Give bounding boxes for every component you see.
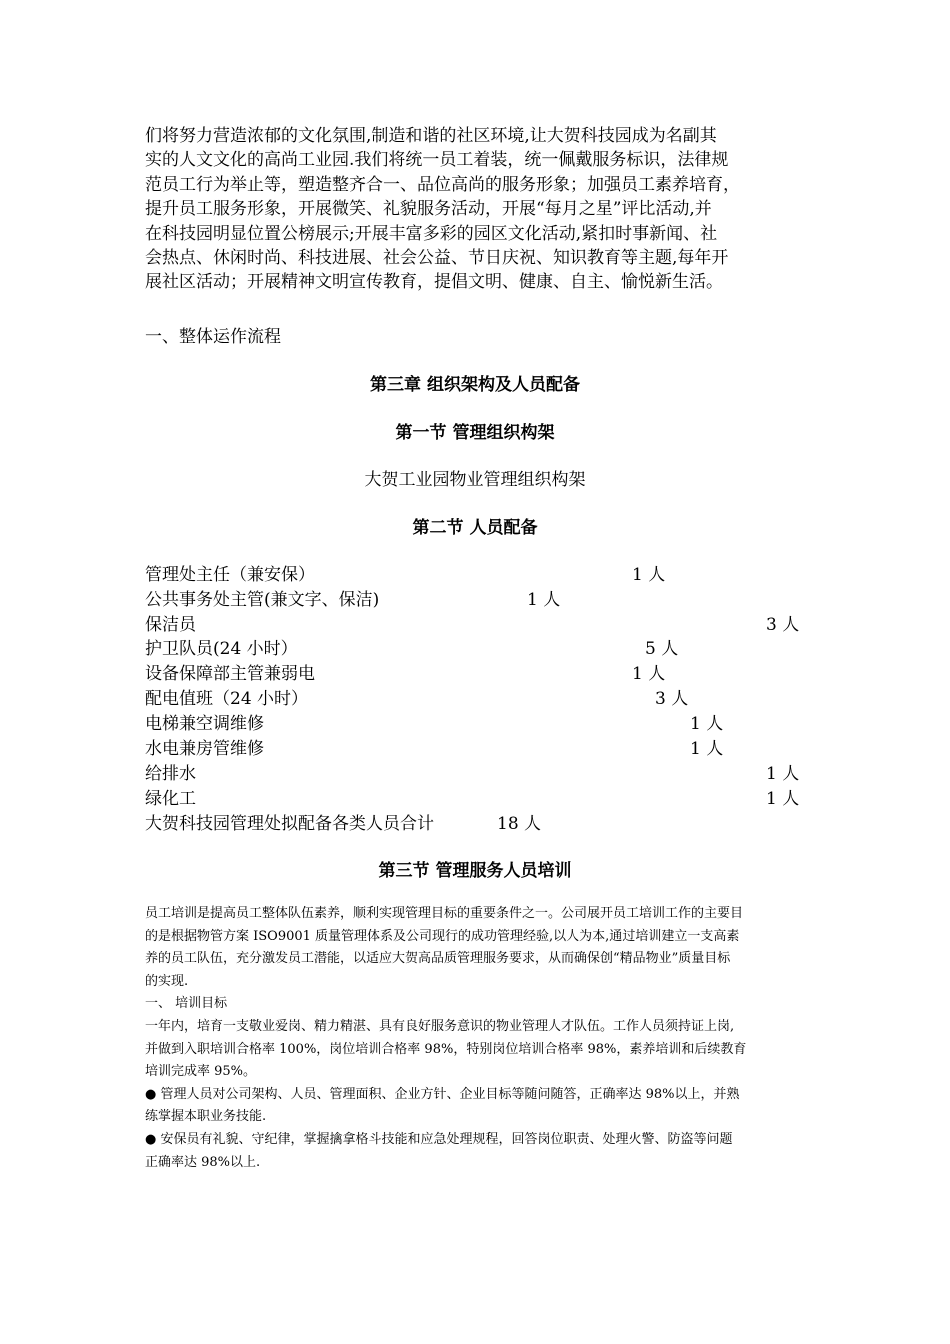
staff-role: 给排水 [145, 764, 196, 784]
section3-title: 第三节 管理服务人员培训 [378, 861, 572, 881]
staff-total-count: 18 人 [497, 814, 542, 834]
intro-paragraph [145, 124, 810, 295]
intro-line: 提升员工服务形象，开展微笑、礼貌服务活动，开展“每月之星”评比活动,并 [145, 199, 712, 220]
training-line: 培训完成率 95%。 [145, 1064, 257, 1080]
intro-line: 范员工行为举止等，塑造整齐合一、品位高尚的服务形象；加强员工素养培育， [145, 174, 740, 195]
training-line: 正确率达 98%以上. [145, 1154, 261, 1170]
staff-role: 电梯兼空调维修 [145, 714, 264, 734]
intro-line: 会热点、休闲时尚、科技进展、社会公益、节日庆祝、知识教育等主题,每年开 [145, 248, 729, 269]
intro-line: 们将努力营造浓郁的文化氛围,制造和谐的社区环境,让大贺科技园成为名副其 [145, 126, 717, 146]
section-one-heading: 一、整体运作流程 [145, 327, 281, 347]
staff-count: 1 人 [766, 764, 800, 784]
staff-count: 5 人 [645, 639, 679, 659]
staff-role: 绿化工 [145, 789, 196, 809]
staff-count: 1 人 [690, 739, 724, 759]
training-paragraph [145, 903, 810, 1174]
training-line: 练掌握本职业务技能. [145, 1109, 267, 1125]
staff-count: 1 人 [690, 714, 724, 734]
staff-count: 1 人 [632, 565, 666, 585]
bullet-item: ● 安保员有礼貌、守纪律，掌握擒拿格斗技能和应急处理规程，回答岗位职责、处理火警、防盗等问题 [145, 1131, 733, 1147]
intro-line: 在科技园明显位置公榜展示;开展丰富多彩的园区文化活动,紧扣时事新闻、社 [145, 223, 718, 244]
section2-title: 第二节 人员配备 [412, 518, 538, 538]
section1-title: 第一节 管理组织构架 [395, 423, 555, 443]
staff-count: 1 人 [632, 664, 666, 684]
bullet-item: ● 管理人员对公司架构、人员、管理面积、企业方针、企业目标等随问随答，正确率达 98%以上，并熟 [145, 1086, 740, 1102]
intro-line: 展社区活动；开展精神文明宣传教育，提倡文明、健康、自主、愉悦新生活。 [145, 272, 723, 293]
staff-total-label: 大贺科技园管理处拟配备各类人员合计 [145, 814, 434, 834]
training-goal-heading: 一、 培训目标 [145, 996, 228, 1012]
staff-role: 配电值班（24 小时） [145, 689, 309, 709]
training-line: 员工培训是提高员工整体队伍素养，顺利实现管理目标的重要条件之一。公司展开员工培训工作的主要目 [145, 906, 744, 921]
staff-role: 设备保障部主管兼弱电 [145, 664, 315, 684]
training-line: 并做到入职培训合格率 100%，岗位培训合格率 98%，特别岗位培训合格率 98%，素养培训和后续教育 [145, 1041, 747, 1057]
training-line: 的实现. [145, 973, 189, 989]
staff-role: 护卫队员(24 小时） [145, 639, 298, 659]
staff-role: 保洁员 [145, 615, 196, 635]
staff-role: 管理处主任（兼安保） [145, 565, 315, 585]
training-line: 一年内，培育一支敬业爱岗、精力精湛、具有良好服务意识的物业管理人才队伍。工作人员须持证上岗, [145, 1018, 735, 1034]
chapter-title: 第三章 组织架构及人员配备 [370, 375, 580, 395]
staff-count: 1 人 [766, 789, 800, 809]
training-line: 养的员工队伍，充分激发员工潜能，以适应大贺高品质管理服务要求，从而确保创“精品物业”质量目标 [145, 951, 731, 967]
training-line: 的是根据物管方案 ISO9001 质量管理体系及公司现行的成功管理经验,以人为本,通过培训建立一支高素 [145, 928, 740, 944]
staff-role: 公共事务处主管(兼文字、保洁) [145, 590, 380, 610]
staff-count: 3 人 [766, 615, 800, 635]
staff-count: 1 人 [527, 590, 561, 610]
intro-line: 实的人文文化的高尚工业园.我们将统一员工着装，统一佩戴服务标识，法律规 [145, 150, 729, 171]
staff-count: 3 人 [655, 689, 689, 709]
staff-role: 水电兼房管维修 [145, 739, 264, 759]
org-chart-title: 大贺工业园物业管理组织构架 [364, 470, 586, 490]
